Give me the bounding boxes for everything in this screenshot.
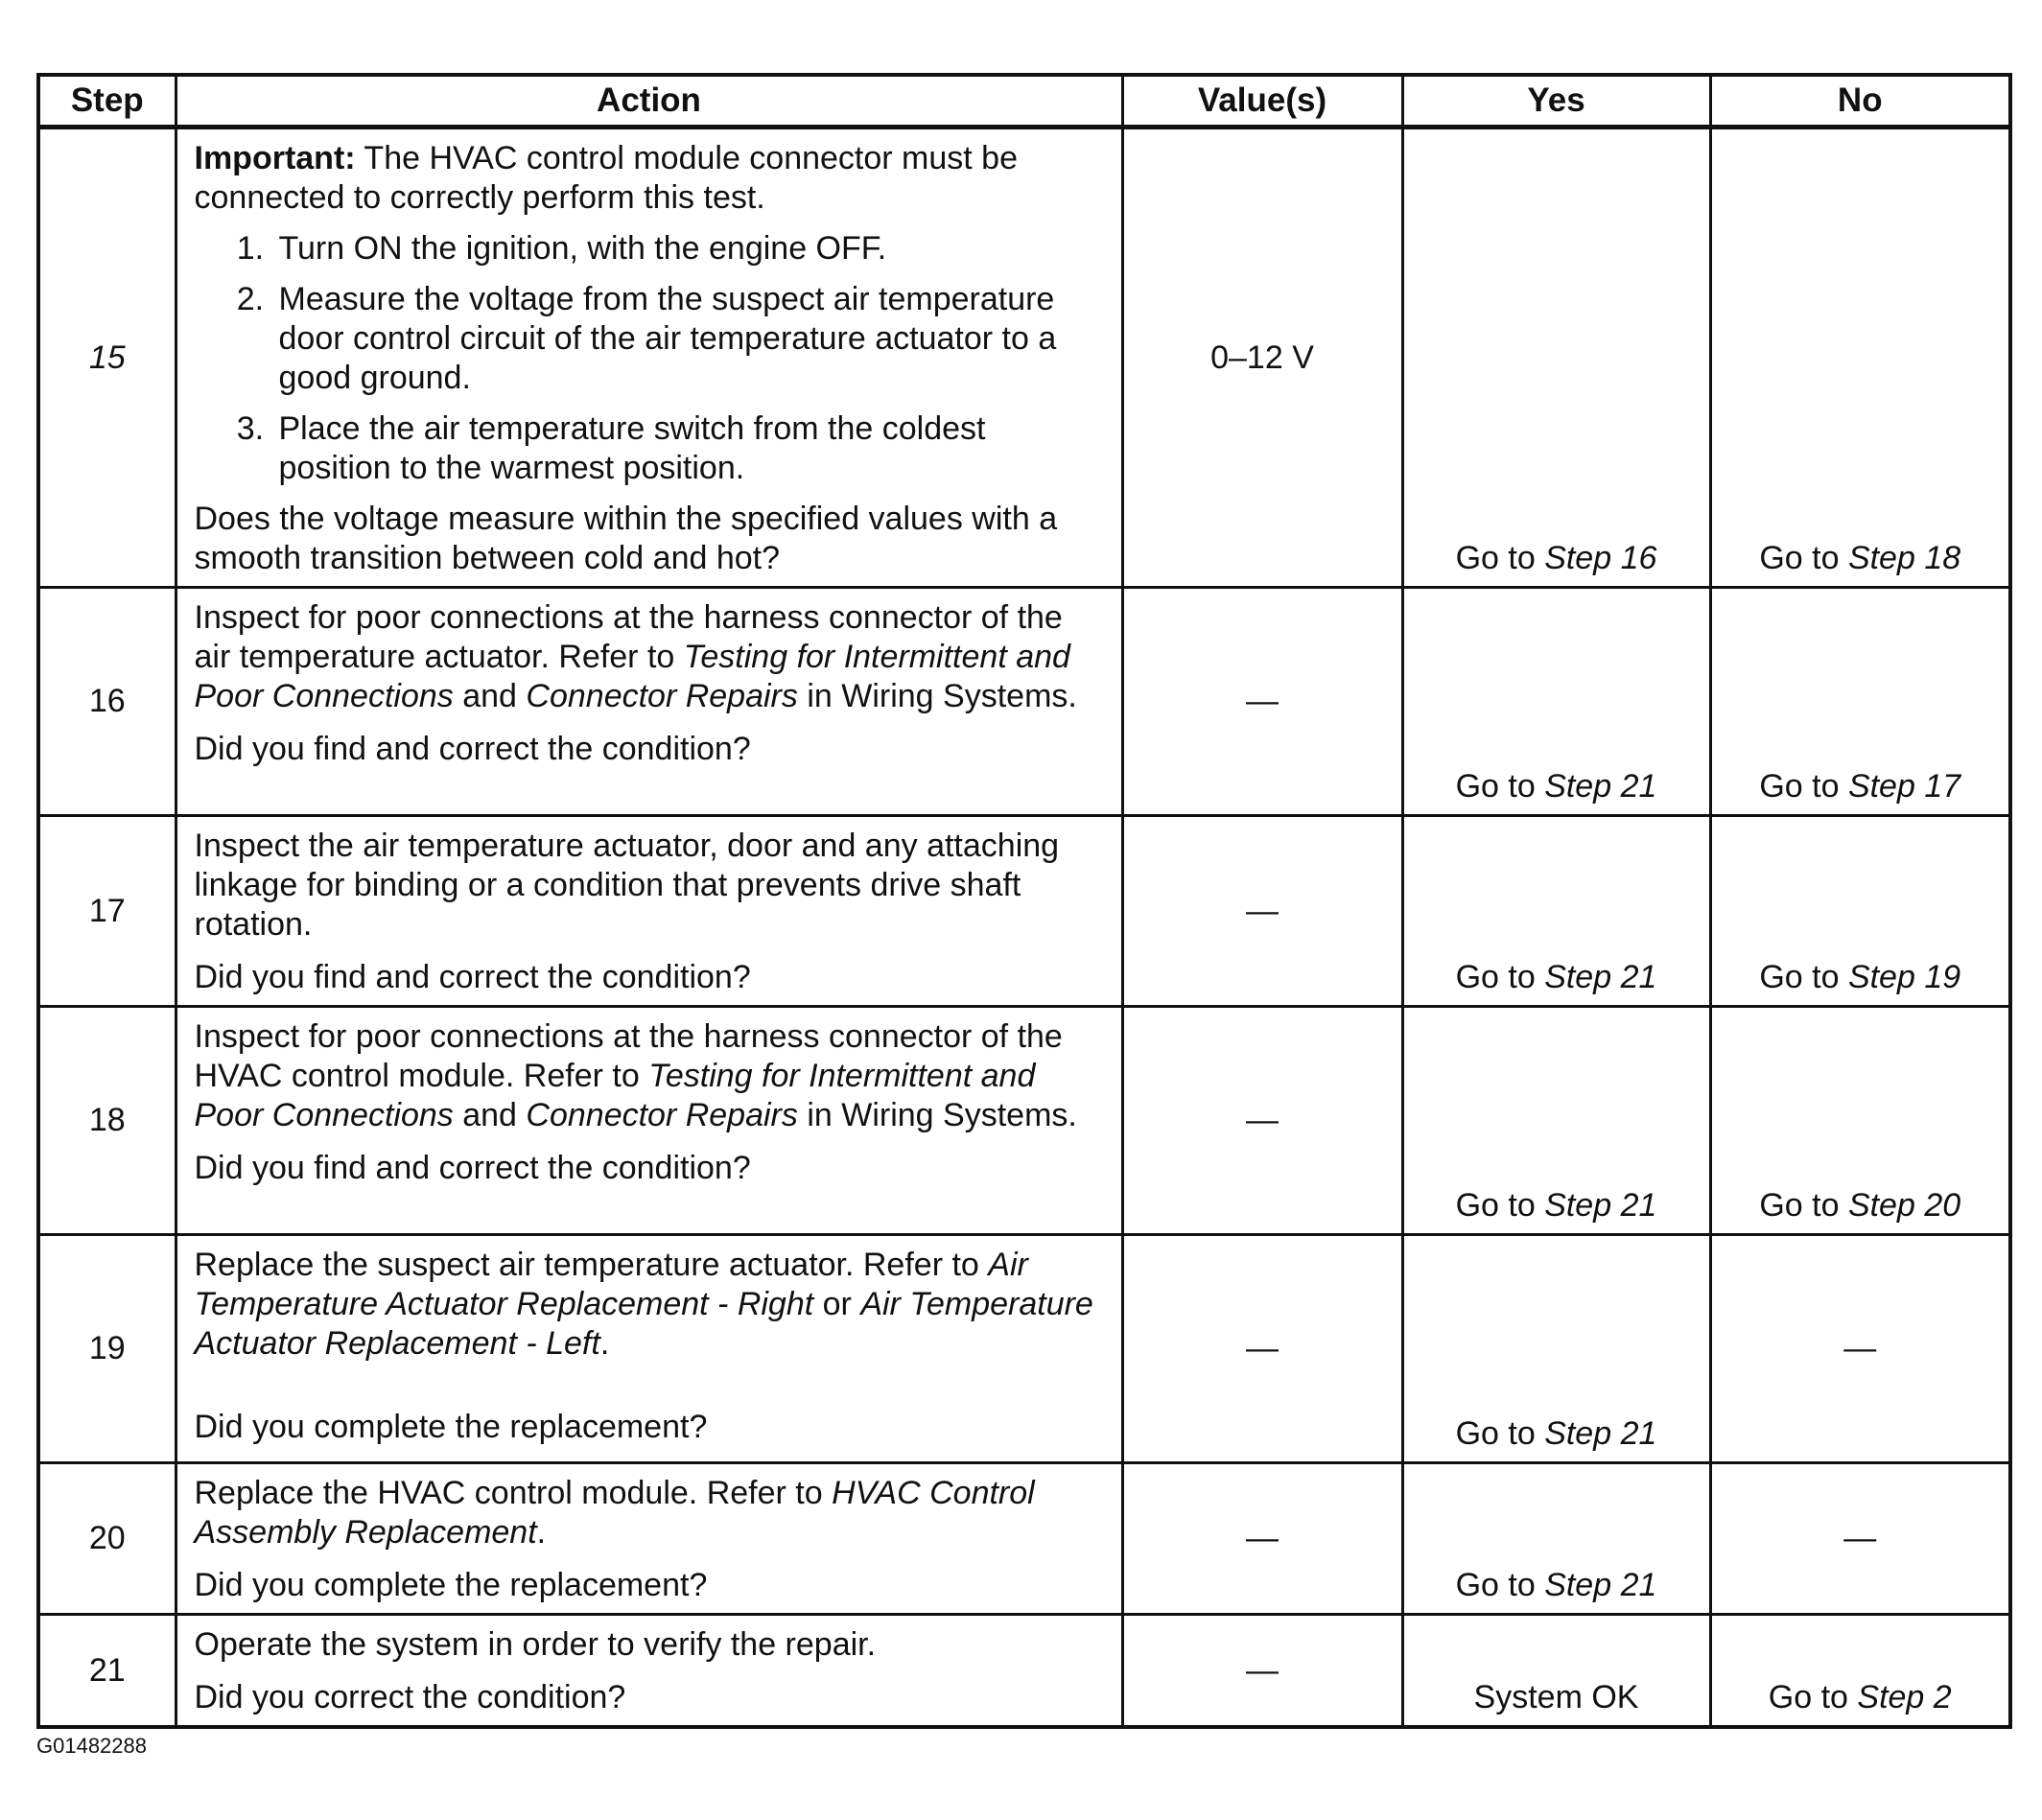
no-step-link[interactable]: Step 20	[1847, 1187, 1961, 1224]
no-cell	[1710, 1463, 2010, 1615]
value-cell	[1122, 816, 1402, 1007]
sub-step-list	[195, 229, 1104, 488]
action-text-part: Inspect for poor connections at the harness connector of the air temperature actuator. Refer to	[194, 599, 1063, 675]
yes-step-link[interactable]: Step 21	[1544, 1415, 1657, 1452]
action-cell	[176, 1007, 1122, 1235]
table-row-step-18	[38, 1007, 2010, 1235]
table-row-step-17	[38, 816, 2010, 1007]
action-text-part: Replace the HVAC control module. Refer to	[194, 1475, 833, 1511]
yes-step-link[interactable]: Step 21	[1544, 768, 1657, 805]
header-step: Step	[38, 75, 176, 128]
action-cell	[176, 816, 1122, 1007]
yes-step-link[interactable]: Step 21	[1544, 1187, 1657, 1224]
step-number: 16	[38, 588, 176, 816]
table-row-step-16	[38, 588, 2010, 816]
step-number: 21	[38, 1615, 176, 1728]
value-cell	[1122, 1463, 1402, 1615]
no-cell	[1710, 1615, 2010, 1728]
yes-cell	[1402, 1235, 1710, 1463]
table-row-step-19	[38, 1235, 2010, 1463]
action-question: Does the voltage measure within the specified values with a smooth transition between cold and hot?	[194, 501, 1058, 576]
yes-prefix: Go to	[1455, 959, 1545, 995]
action-text-part: .	[536, 1514, 547, 1551]
no-cell	[1710, 816, 2010, 1007]
value-cell	[1122, 1615, 1402, 1728]
empty-value-dash: —	[1246, 1520, 1279, 1556]
no-step-link[interactable]: Step 2	[1857, 1679, 1952, 1715]
value-cell: 0–12 V	[1122, 128, 1402, 588]
yes-step-link[interactable]: Step 21	[1544, 1567, 1657, 1603]
no-step-link[interactable]: Step 18	[1847, 540, 1961, 576]
sub-step-item: 1. Turn ON the ignition, with the engine OFF.	[273, 229, 1104, 268]
yes-step-link[interactable]: Step 21	[1544, 959, 1657, 995]
no-step-link[interactable]: Step 19	[1847, 959, 1961, 995]
empty-value-dash: —	[1246, 1102, 1279, 1138]
figure-id: G01482288	[36, 1734, 147, 1758]
action-cell	[176, 1615, 1122, 1728]
yes-step-link[interactable]: Step 16	[1544, 540, 1657, 576]
important-note	[195, 139, 1104, 218]
diagnostic-table-page	[36, 73, 2008, 1729]
empty-value-dash: —	[1246, 892, 1279, 929]
reference-link[interactable]: Testing for Intermittent and Poor Connections	[194, 1058, 1036, 1133]
table-row-step-15	[38, 128, 2010, 588]
header-values: Value(s)	[1122, 75, 1402, 128]
empty-value-dash: —	[1246, 683, 1279, 719]
yes-cell	[1402, 128, 1710, 588]
table-header-row	[38, 75, 2010, 128]
important-label: Important:	[194, 140, 356, 176]
action-question: Did you complete the replacement?	[194, 1409, 708, 1445]
yes-prefix: Go to	[1455, 1415, 1545, 1452]
action-text-part: in Wiring Systems.	[797, 1097, 1077, 1133]
no-prefix: Go to	[1759, 540, 1848, 576]
action-text-part: Replace the suspect air temperature actuator. Refer to	[194, 1247, 989, 1283]
no-cell	[1710, 1235, 2010, 1463]
sub-step-item: 3. Place the air temperature switch from the coldest position to the warmest position.	[273, 409, 1104, 488]
sub-step-item: 2. Measure the voltage from the suspect air temperature door control circuit of the air temperature actuator to a good ground.	[273, 280, 1104, 398]
yes-prefix: Go to	[1455, 540, 1545, 576]
step-number: 15	[38, 128, 176, 588]
action-question: Did you find and correct the condition?	[194, 1150, 751, 1186]
yes-cell	[1402, 816, 1710, 1007]
step-number: 19	[38, 1235, 176, 1463]
yes-prefix: Go to	[1455, 1187, 1545, 1224]
yes-cell	[1402, 1463, 1710, 1615]
reference-link[interactable]: Connector Repairs	[526, 678, 798, 714]
value-cell	[1122, 1235, 1402, 1463]
action-text	[195, 598, 1104, 716]
action-text-part: and	[453, 678, 527, 714]
header-no: No	[1710, 75, 2010, 128]
important-text: The HVAC control module connector must be connected to correctly perform this test.	[194, 140, 1019, 216]
action-cell	[176, 1463, 1122, 1615]
action-question: Did you complete the replacement?	[194, 1567, 708, 1603]
action-text: Inspect the air temperature actuator, door and any attaching linkage for binding or a condition that prevents drive shaft rotation.	[194, 828, 1060, 943]
yes-prefix: Go to	[1455, 768, 1545, 805]
action-text	[195, 1474, 1104, 1552]
empty-no-dash: —	[1843, 1520, 1877, 1556]
no-prefix: Go to	[1768, 1679, 1858, 1715]
diagnostic-steps-table	[36, 73, 2012, 1729]
header-yes: Yes	[1402, 75, 1710, 128]
action-cell	[176, 128, 1122, 588]
action-cell	[176, 1235, 1122, 1463]
action-text: Operate the system in order to verify the repair.	[194, 1626, 877, 1663]
value-cell	[1122, 1007, 1402, 1235]
action-question: Did you correct the condition?	[194, 1679, 626, 1715]
reference-link[interactable]: Air Temperature Actuator Replacement - Left	[194, 1286, 1093, 1362]
table-row-step-20	[38, 1463, 2010, 1615]
reference-link[interactable]: Connector Repairs	[526, 1097, 798, 1133]
no-prefix: Go to	[1759, 959, 1848, 995]
no-step-link[interactable]: Step 17	[1847, 768, 1961, 805]
reference-link[interactable]: Air Temperature Actuator Replacement - Right	[194, 1247, 1028, 1322]
yes-cell: System OK	[1402, 1615, 1710, 1728]
step-number: 20	[38, 1463, 176, 1615]
no-cell	[1710, 128, 2010, 588]
empty-no-dash: —	[1843, 1330, 1877, 1366]
no-cell	[1710, 1007, 2010, 1235]
action-text-part: and	[453, 1097, 527, 1133]
step-number: 17	[38, 816, 176, 1007]
action-text-part: Inspect for poor connections at the harness connector of the HVAC control module. Refer to	[194, 1018, 1063, 1094]
action-text	[195, 1017, 1104, 1135]
no-prefix: Go to	[1759, 1187, 1848, 1224]
yes-cell	[1402, 588, 1710, 816]
no-prefix: Go to	[1759, 768, 1848, 805]
action-text	[195, 1246, 1104, 1364]
empty-value-dash: —	[1246, 1651, 1279, 1689]
no-cell	[1710, 588, 2010, 816]
table-row-step-21	[38, 1615, 2010, 1728]
reference-link[interactable]: Testing for Intermittent and Poor Connections	[194, 639, 1070, 714]
header-action: Action	[176, 75, 1122, 128]
action-cell	[176, 588, 1122, 816]
action-text-part: .	[599, 1325, 610, 1362]
value-cell	[1122, 588, 1402, 816]
action-text-part: or	[813, 1286, 861, 1322]
action-question: Did you find and correct the condition?	[194, 731, 751, 767]
yes-prefix: Go to	[1455, 1567, 1545, 1603]
action-text-part: in Wiring Systems.	[797, 678, 1077, 714]
empty-value-dash: —	[1246, 1330, 1279, 1366]
step-number: 18	[38, 1007, 176, 1235]
action-question: Did you find and correct the condition?	[194, 959, 751, 995]
reference-link[interactable]: HVAC Control Assembly Replacement	[194, 1475, 1035, 1551]
yes-cell	[1402, 1007, 1710, 1235]
